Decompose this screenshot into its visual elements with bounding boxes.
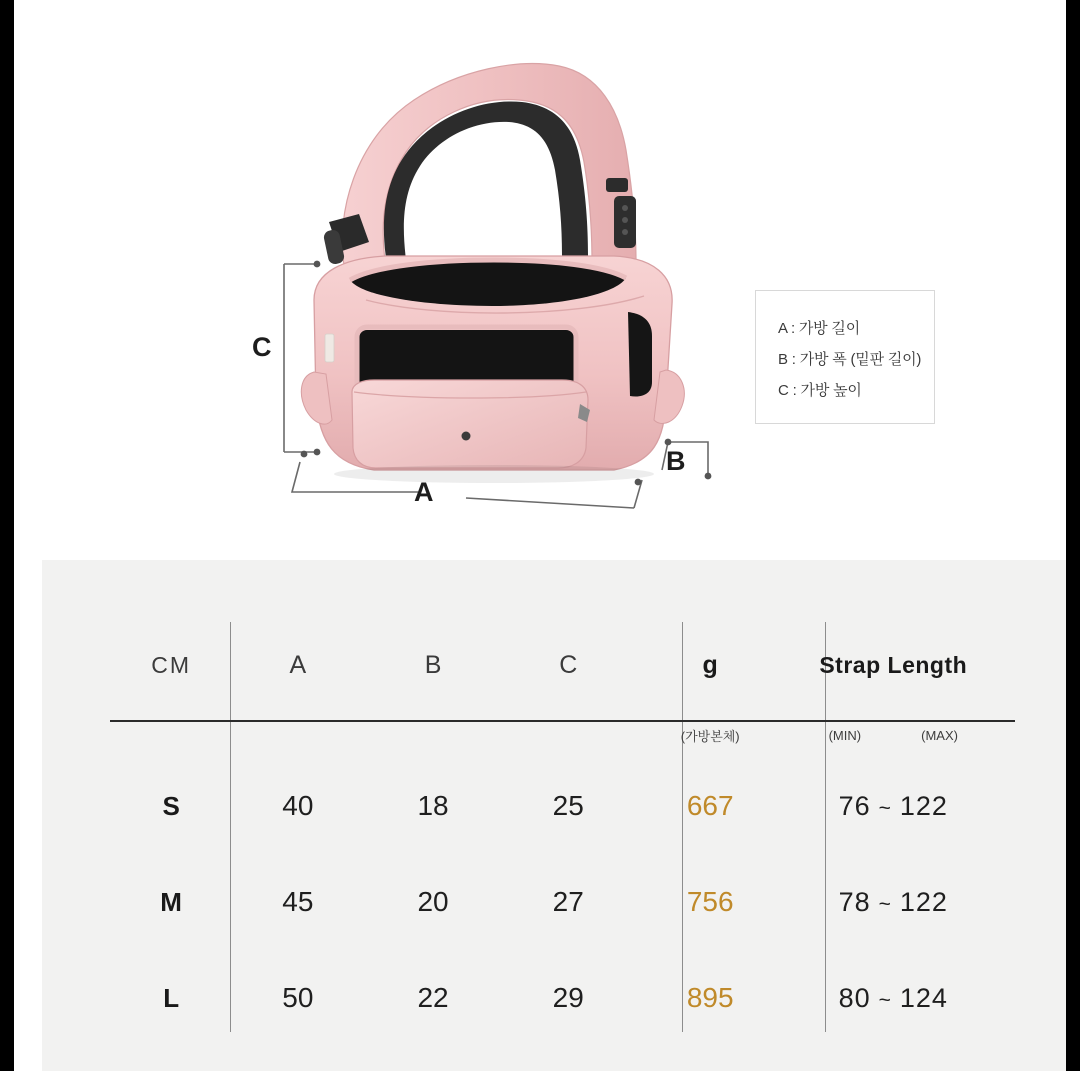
row-strap-separator: ~ <box>878 796 892 820</box>
table-row <box>112 950 1002 1046</box>
row-value-c: 29 <box>552 982 584 1013</box>
legend-line-c: C : 가방 높이 <box>778 382 862 399</box>
product-size-guide-page <box>14 0 1066 1071</box>
subheader-strap-max: (MAX) <box>921 727 958 743</box>
size-table-head <box>112 618 1002 712</box>
dimension-label-c: C <box>252 332 272 362</box>
product-illustration <box>14 0 1066 560</box>
bag-front-pocket <box>352 380 588 468</box>
subheader-strap-minmax <box>785 712 1002 758</box>
strap-buckle-right <box>606 178 628 192</box>
row-value-strap <box>785 758 1002 854</box>
subheader-blank-b <box>365 712 500 758</box>
legend-box <box>755 290 935 424</box>
header-b: B <box>424 650 442 679</box>
dim-point-a-left <box>301 451 308 458</box>
row-size-label: L <box>163 982 180 1013</box>
table-header-row <box>112 618 1002 712</box>
row-strap-min: 80 <box>838 982 871 1013</box>
row-value-b: 22 <box>417 982 449 1013</box>
row-value-strap <box>785 854 1002 950</box>
row-value-b: 20 <box>417 886 449 917</box>
pocket-snap-button <box>462 432 471 441</box>
size-table-subhead <box>112 712 1002 758</box>
subheader-blank-unit <box>112 712 230 758</box>
bag-side-mesh <box>628 312 652 396</box>
row-size-label: M <box>160 886 182 917</box>
row-strap-max: 122 <box>899 886 948 917</box>
table-subheader-row <box>112 712 1002 758</box>
row-value-c: 27 <box>552 886 584 917</box>
row-value-weight: 667 <box>686 790 734 821</box>
header-c: C <box>559 650 578 679</box>
header-weight: g <box>702 650 718 679</box>
size-table <box>112 618 1002 1046</box>
row-value-strap <box>785 950 1002 1046</box>
subheader-blank-a <box>230 712 365 758</box>
legend-line-a: A : 가방 길이 <box>778 320 861 337</box>
dimension-line-c <box>284 264 314 452</box>
row-strap-max: 124 <box>899 982 948 1013</box>
table-row <box>112 758 1002 854</box>
row-strap-separator: ~ <box>878 988 892 1012</box>
size-table-body <box>112 758 1002 1046</box>
row-strap-max: 122 <box>899 790 948 821</box>
row-value-a: 40 <box>282 790 314 821</box>
row-strap-separator: ~ <box>878 892 892 916</box>
dim-point-c-top <box>314 261 321 268</box>
row-value-a: 50 <box>282 982 314 1013</box>
header-a: A <box>289 650 307 679</box>
row-strap-min: 78 <box>838 886 871 917</box>
row-value-a: 45 <box>282 886 314 917</box>
bag-label-tag <box>325 334 334 362</box>
dim-point-c-bottom <box>314 449 321 456</box>
subheader-weight-note: (가방본체) <box>680 728 740 744</box>
dimension-label-b: B <box>666 446 686 476</box>
row-size-label: S <box>162 790 180 821</box>
bag-diagram-svg <box>14 0 1066 560</box>
row-value-c: 25 <box>552 790 584 821</box>
subheader-strap-min: (MIN) <box>828 727 862 743</box>
table-row <box>112 854 1002 950</box>
dim-point-a-right <box>635 479 642 486</box>
subheader-blank-c <box>501 712 636 758</box>
row-value-weight: 756 <box>686 886 734 917</box>
dimension-label-a: A <box>414 477 434 507</box>
dim-point-b-top <box>665 439 672 446</box>
legend-line-b: B : 가방 폭 (밑판 길이) <box>778 351 922 368</box>
header-strap: Strap Length <box>819 651 968 678</box>
row-value-b: 18 <box>417 790 449 821</box>
bag-shadow <box>334 465 654 483</box>
row-value-weight: 895 <box>686 982 734 1013</box>
dim-point-b-bottom <box>705 473 712 480</box>
header-unit: CM <box>151 651 192 678</box>
row-strap-min: 76 <box>838 790 871 821</box>
size-table-panel <box>42 560 1066 1071</box>
